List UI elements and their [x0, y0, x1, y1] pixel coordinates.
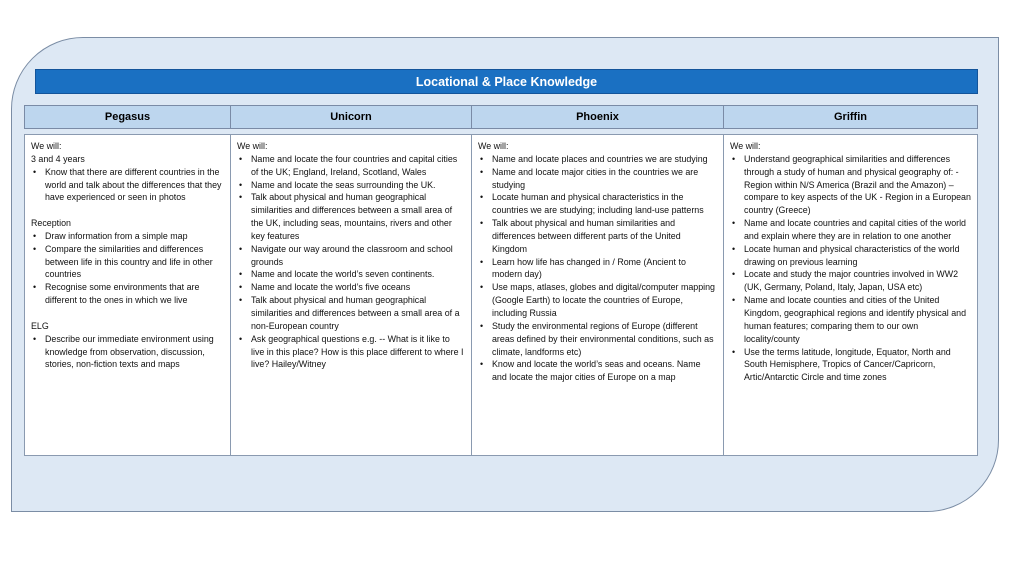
list-item: • Talk about physical and human geographical similarities and differences between a small area of a non-European country [237, 294, 465, 333]
list-item: • Name and locate places and countries we are studying [478, 153, 717, 166]
unicorn-intro: We will: [237, 141, 268, 151]
list-item: • Locate human and physical characteristics of the world drawing on previous learning [730, 243, 971, 269]
spacer [31, 204, 224, 217]
list-item: • Learn how life has changed in / Rome (Ancient to modern day) [478, 256, 717, 282]
list-item: • Study the environmental regions of Europe (different areas defined by their environmental conditions, such as climate, landforms etc) [478, 320, 717, 359]
list-item: • Describe our immediate environment using knowledge from observation, discussion, stories, non-fiction texts and maps [31, 333, 224, 372]
pegasus-reception-heading: Reception [31, 218, 71, 229]
list-item: • Locate human and physical characteristics in the countries we are studying; including land-use patterns [478, 191, 717, 217]
list-item: • Name and locate countries and capital cities of the world and explain where they are in relation to one another [730, 217, 971, 243]
list-item: • Talk about physical and human geographical similarities and differences between a small area of the UK, including seas, mountains, rivers and other key features [237, 191, 465, 242]
griffin-intro: We will: [730, 141, 761, 151]
pegasus-intro: We will: [31, 141, 62, 151]
list-item: • Name and locate the seas surrounding the UK. [237, 179, 465, 192]
list-item: • Name and locate major cities in the countries we are studying [478, 166, 717, 192]
spacer [31, 307, 224, 320]
list-item: • Navigate our way around the classroom and school grounds [237, 243, 465, 269]
column-header-pegasus: Pegasus [25, 106, 231, 128]
list-item: • Know that there are different countries in the world and talk about the differences that they have experienced or seen in photos [31, 166, 224, 205]
griffin-cell [724, 135, 977, 455]
list-item: • Talk about physical and human similarities and differences between different parts of the United Kingdom [478, 217, 717, 256]
list-item: • Name and locate the world’s seven continents. [237, 268, 465, 281]
phoenix-list [478, 153, 717, 384]
pegasus-elg-heading: ELG [31, 320, 49, 331]
list-item: • Use maps, atlases, globes and digital/computer mapping (Google Earth) to locate the countries of Europe, including Russia [478, 281, 717, 320]
phoenix-intro: We will: [478, 141, 509, 151]
griffin-list [730, 153, 971, 384]
page-title [35, 69, 978, 94]
unicorn-cell [231, 135, 472, 455]
list-item: • Draw information from a simple map [31, 230, 224, 243]
list-item: • Locate and study the major countries involved in WW2 (UK, Germany, Poland, Italy, Japan, USA etc) [730, 268, 971, 294]
content-row [24, 134, 978, 456]
column-header-row [24, 105, 978, 129]
unicorn-list [237, 153, 465, 371]
column-header-griffin: Griffin [834, 111, 867, 123]
pegasus-age-list [31, 166, 224, 205]
page-title-text: Locational & Place Knowledge [415, 74, 598, 89]
pegasus-elg-list [31, 333, 224, 372]
pegasus-age: 3 and 4 years [31, 153, 85, 164]
phoenix-cell [472, 135, 724, 455]
list-item: • Recognise some environments that are different to the ones in which we live [31, 281, 224, 307]
column-header-phoenix: Phoenix [472, 106, 724, 128]
list-item: • Compare the similarities and differences between life in this country and life in other countries [31, 243, 224, 282]
list-item: • Use the terms latitude, longitude, Equator, North and South Hemisphere, Tropics of Cancer/Capricorn, Artic/Antarctic Circle and time zones [730, 346, 971, 385]
list-item: • Know and locate the world’s seas and oceans. Name and locate the major cities of Europe on a map [478, 358, 717, 384]
list-item: • Understand geographical similarities and differences through a study of human and physical geography of: - Region within N/S America (Brazil and the Amazon) – compare to key aspects of the UK - Region in a European country (Greece) [730, 153, 971, 217]
list-item: • Name and locate counties and cities of the United Kingdom, geographical regions and identify physical and human features; comparing them to our own locality/county [730, 294, 971, 345]
list-item: • Name and locate the four countries and capital cities of the UK; England, Ireland, Scotland, Wales [237, 153, 465, 179]
pegasus-cell [25, 135, 231, 455]
list-item: • Name and locate the world’s five oceans [237, 281, 465, 294]
column-header-unicorn: Unicorn [231, 106, 472, 128]
list-item: • Ask geographical questions e.g. -- What is it like to live in this place? How is this place different to where I live? Hailey/Witney [237, 333, 465, 372]
pegasus-reception-list [31, 230, 224, 307]
